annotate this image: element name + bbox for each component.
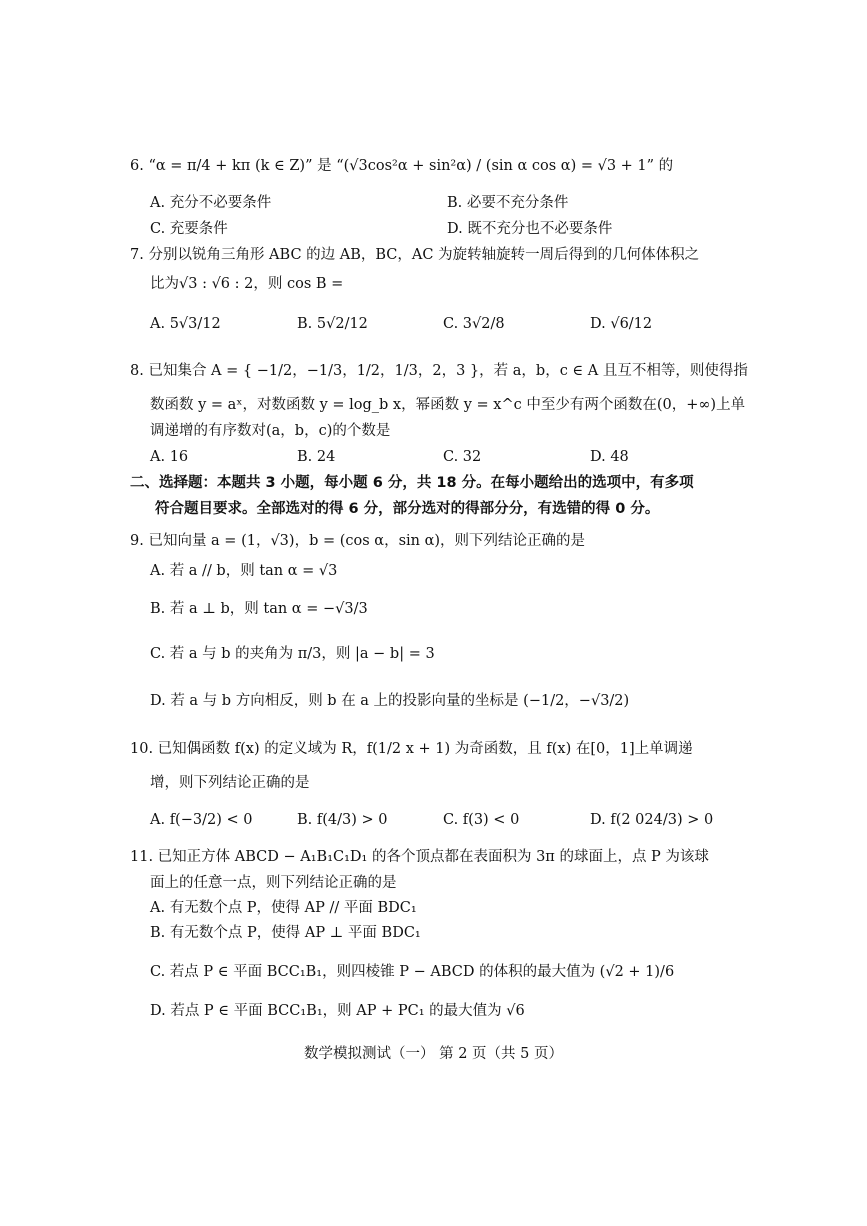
q7-option-c: C. 3√2/8 <box>443 316 505 332</box>
q11-stem-line1: 11. 已知正方体 ABCD − A₁B₁C₁D₁ 的各个顶点都在表面积为 3π 的球面上，点 P 为该球 <box>130 849 709 865</box>
q7-option-a: A. 5√3/12 <box>150 316 221 332</box>
q10-option-d: D. f(2 024/3) > 0 <box>590 812 714 828</box>
q8-stem-line3: 调递增的有序数对(a，b，c)的个数是 <box>150 423 391 439</box>
section2-heading-line2: 符合题目要求。全部选对的得 6 分，部分选对的得部分分，有选错的得 0 分。 <box>155 501 660 517</box>
q8-option-c: C. 32 <box>443 449 482 465</box>
q11-stem-line2: 面上的任意一点，则下列结论正确的是 <box>150 875 397 891</box>
q8-stem-line1: 8. 已知集合 A = { −1/2，−1/3，1/2，1/3，2，3 }，若 a，b，c ∈ A 且互不相等，则使得指 <box>130 363 748 379</box>
q7-option-b: B. 5√2/12 <box>297 316 368 332</box>
q11-option-c: C. 若点 P ∈ 平面 BCC₁B₁，则四棱锥 P − ABCD 的体积的最大值为 (√2 + 1)/6 <box>150 964 675 980</box>
q8-option-a: A. 16 <box>150 449 189 465</box>
q10-option-b: B. f(4/3) > 0 <box>297 812 388 828</box>
q6-option-a: A. 充分不必要条件 <box>150 195 272 211</box>
q6-option-b: B. 必要不充分条件 <box>447 195 569 211</box>
q8-option-b: B. 24 <box>297 449 336 465</box>
q9-option-a: A. 若 a // b，则 tan α = √3 <box>150 563 338 579</box>
q9-option-d: D. 若 a 与 b 方向相反，则 b 在 a 上的投影向量的坐标是 (−1/2，−√3/2) <box>150 693 630 709</box>
section2-heading-line1: 二、选择题：本题共 3 小题，每小题 6 分，共 18 分。在每小题给出的选项中，有多项 <box>130 475 694 491</box>
q8-stem-line2: 数函数 y = aˣ，对数函数 y = log_b x，幂函数 y = x^c 中至少有两个函数在(0，+∞)上单 <box>150 397 746 413</box>
q10-stem-line2: 增，则下列结论正确的是 <box>150 775 310 791</box>
q9-stem: 9. 已知向量 a = (1，√3)，b = (cos α，sin α)，则下列结论正确的是 <box>130 533 586 549</box>
q11-option-b: B. 有无数个点 P，使得 AP ⊥ 平面 BDC₁ <box>150 925 421 941</box>
q6-option-d: D. 既不充分也不必要条件 <box>447 221 613 237</box>
q8-option-d: D. 48 <box>590 449 629 465</box>
q9-option-b: B. 若 a ⊥ b，则 tan α = −√3/3 <box>150 601 368 617</box>
page-footer: 数学模拟测试（一） 第 2 页（共 5 页） <box>304 1046 563 1062</box>
q7-stem-line1: 7. 分别以锐角三角形 ABC 的边 AB，BC，AC 为旋转轴旋转一周后得到的几何体体积之 <box>130 247 700 263</box>
q11-option-a: A. 有无数个点 P，使得 AP // 平面 BDC₁ <box>150 900 417 916</box>
q6-stem: 6. “α = π/4 + kπ (k ∈ Z)” 是 “(√3cos²α + sin²α) / (sin α cos α) = √3 + 1” 的 <box>130 158 674 174</box>
q11-option-d: D. 若点 P ∈ 平面 BCC₁B₁，则 AP + PC₁ 的最大值为 √6 <box>150 1003 525 1019</box>
q10-option-a: A. f(−3/2) < 0 <box>150 812 253 828</box>
q7-option-d: D. √6/12 <box>590 316 653 332</box>
q9-option-c: C. 若 a 与 b 的夹角为 π/3，则 |a − b| = 3 <box>150 646 435 662</box>
q10-option-c: C. f(3) < 0 <box>443 812 520 828</box>
q6-option-c: C. 充要条件 <box>150 221 228 237</box>
q10-stem-line1: 10. 已知偶函数 f(x) 的定义域为 R，f(1/2 x + 1) 为奇函数，且 f(x) 在[0，1]上单调递 <box>130 741 693 757</box>
q7-stem-line2: 比为√3 : √6 : 2，则 cos B = <box>150 276 344 292</box>
